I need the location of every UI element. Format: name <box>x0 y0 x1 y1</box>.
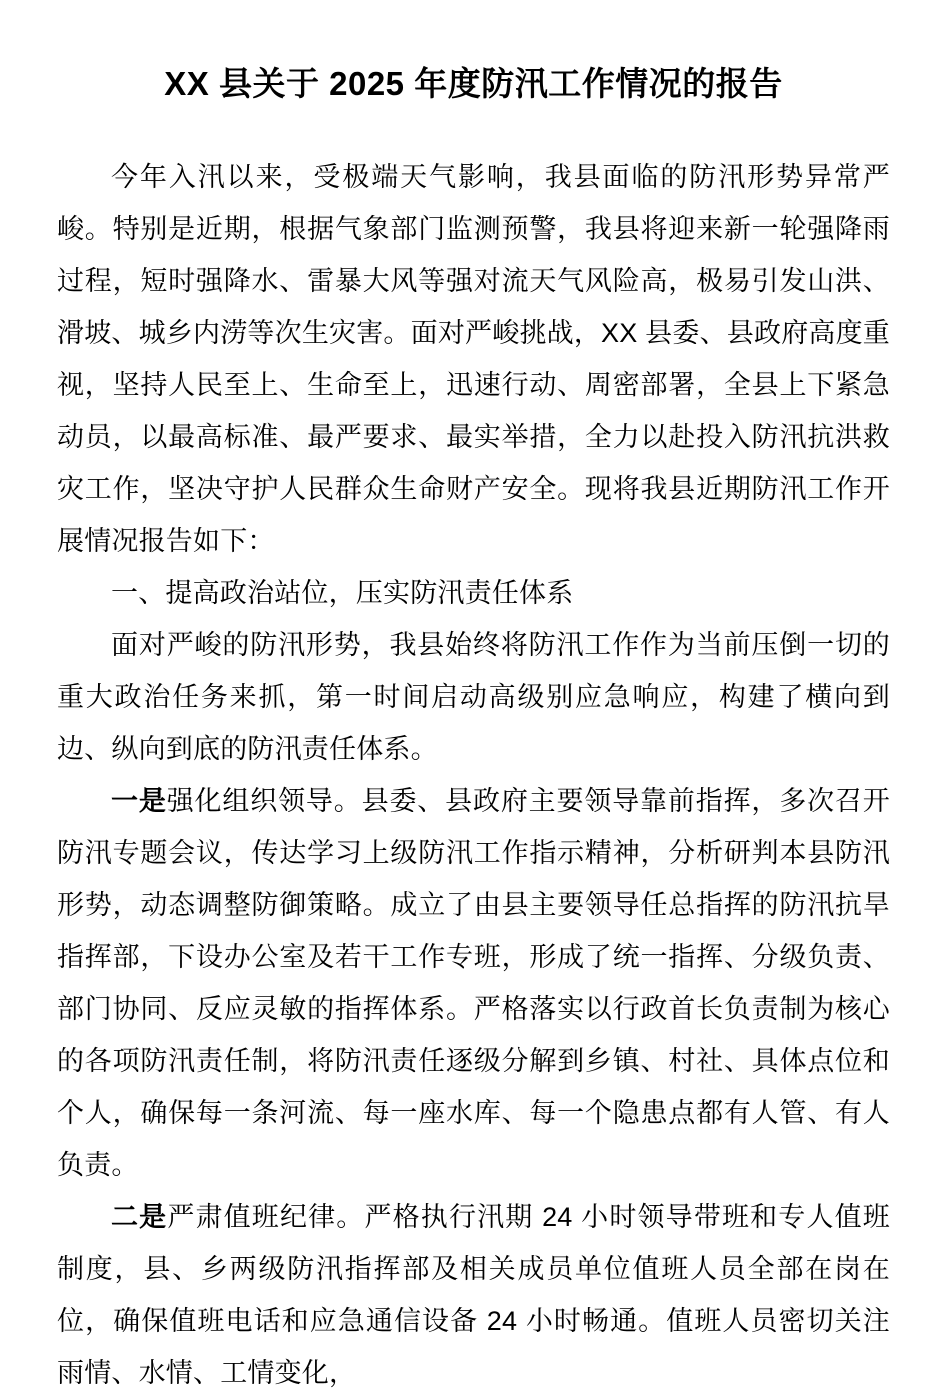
page-title: XX 县关于 2025 年度防汛工作情况的报告 <box>164 65 783 102</box>
section-heading-1 <box>57 567 890 619</box>
section-heading-text: 一、提高政治站位，压实防汛责任体系 <box>111 577 574 608</box>
document-body <box>57 151 890 1399</box>
paragraph-intro <box>57 151 890 567</box>
paragraph-text: 今年入汛以来，受极端天气影响，我县面临的防汛形势异常严峻。特别是近期，根据气象部门监测预警，我县将迎来新一轮强降雨过程，短时强降水、雷暴大风等强对流天气风险高，极易引发山洪、滑坡、城乡内涝等次生灾害。面对严峻挑战，XX 县委、县政府高度重视，坚持人民至上、生命至上，迅速行动、周密部署，全县上下紧急动员，以最高标准、最严要求、最实举措，全力以赴投入防汛抗洪救灾工作，坚决守护人民群众生命财产安全。现将我县近期防汛工作开展情况报告如下： <box>57 161 890 556</box>
paragraph-bold-lead: 一是 <box>111 785 167 816</box>
paragraph-point-1 <box>57 775 890 1191</box>
paragraph-point-2 <box>57 1191 890 1399</box>
paragraph-text: 严肃值班纪律。严格执行汛期 24 小时领导带班和专人值班制度，县、乡两级防汛指挥部及相关成员单位值班人员全部在岗在位，确保值班电话和应急通信设备 24 小时畅通。值班人员密切关注雨情、水情、工情变化， <box>57 1201 890 1388</box>
paragraph-section-1-intro <box>57 619 890 775</box>
paragraph-text: 强化组织领导。县委、县政府主要领导靠前指挥，多次召开防汛专题会议，传达学习上级防汛工作指示精神，分析研判本县防汛形势，动态调整防御策略。成立了由县主要领导任总指挥的防汛抗旱指挥部，下设办公室及若干工作专班，形成了统一指挥、分级负责、部门协同、反应灵敏的指挥体系。严格落实以行政首长负责制为核心的各项防汛责任制，将防汛责任逐级分解到乡镇、村社、具体点位和个人，确保每一条河流、每一座水库、每一个隐患点都有人管、有人负责。 <box>57 785 891 1180</box>
paragraph-text: 面对严峻的防汛形势，我县始终将防汛工作作为当前压倒一切的重大政治任务来抓，第一时间启动高级别应急响应，构建了横向到边、纵向到底的防汛责任体系。 <box>57 629 890 764</box>
paragraph-bold-lead: 二是 <box>111 1201 168 1232</box>
